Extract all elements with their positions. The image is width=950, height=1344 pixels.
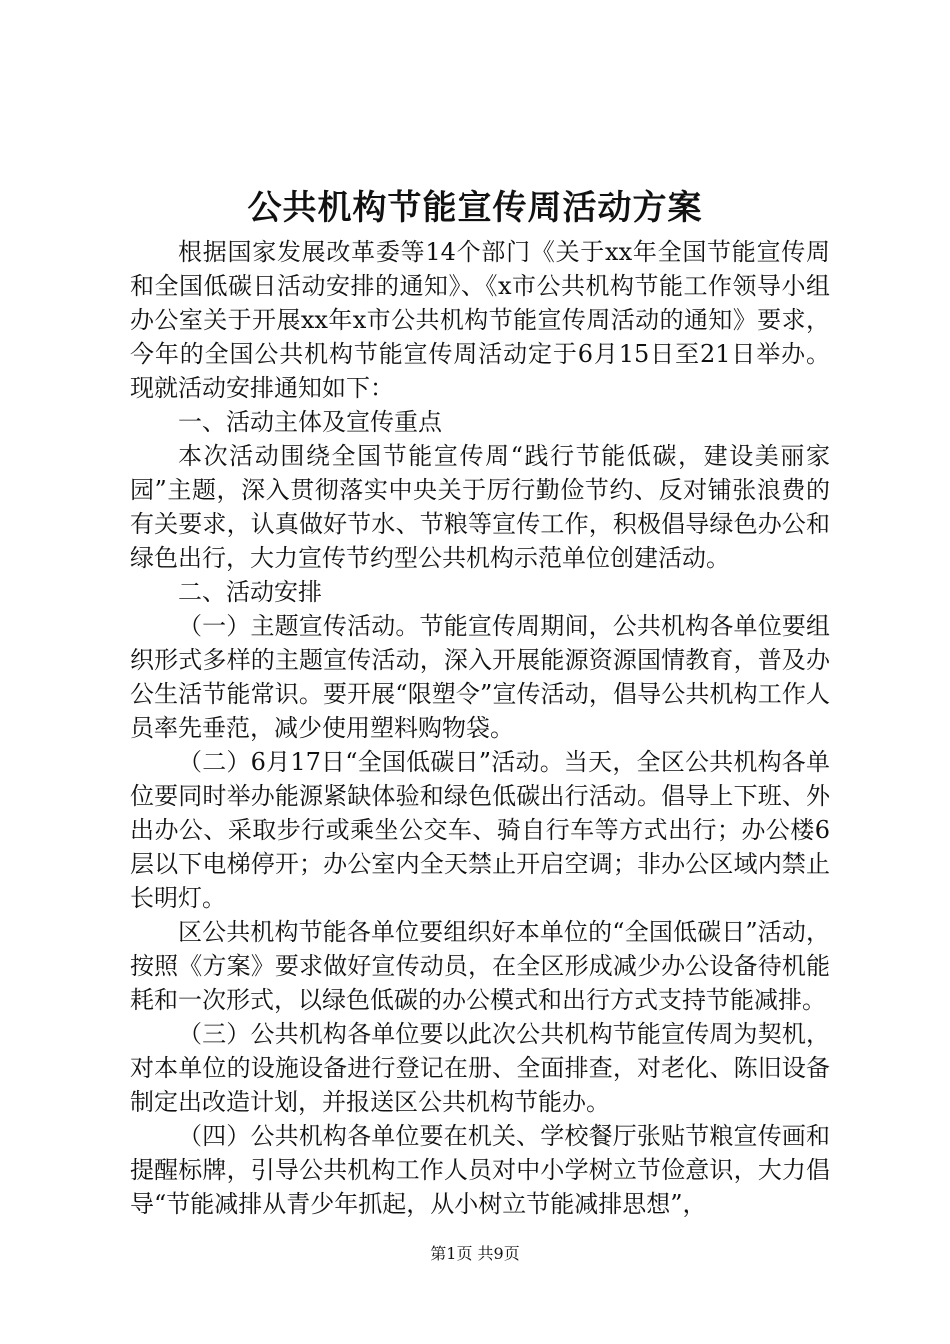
item-2-followup-paragraph: 区公共机构节能各单位要组织好本单位的“全国低碳日”活动，按照《方案》要求做好宣传动员，在全区形成减少办公设备待机能耗和一次形式，以绿色低碳的办公模式和出行方式支持节能减排。 xyxy=(130,918,830,1014)
document-title: 公共机构节能宣传周活动方案 xyxy=(247,188,703,228)
page-footer: 第1页 共9页 xyxy=(430,1244,520,1263)
section-heading-2: 二、活动安排 xyxy=(178,578,322,606)
item-4-paragraph: （四）公共机构各单位要在机关、学校餐厅张贴节粮宣传画和提醒标牌，引导公共机构工作人员对中小学树立节俭意识，大力倡导“节能减排从青少年抓起，从小树立节能减排思想”， xyxy=(130,1122,830,1218)
item-3-paragraph: （三）公共机构各单位要以此次公共机构节能宣传周为契机，对本单位的设施设备进行登记在册、全面排查，对老化、陈旧设备制定出改造计划，并报送区公共机构节能办。 xyxy=(130,1020,830,1116)
section-1-paragraph: 本次活动围绕全国节能宣传周“践行节能低碳，建设美丽家园”主题，深入贯彻落实中央关于厉行勤俭节约、反对铺张浪费的有关要求，认真做好节水、节粮等宣传工作，积极倡导绿色办公和绿色出行，大力宣传节约型公共机构示范单位创建活动。 xyxy=(130,442,830,572)
section-heading-1: 一、活动主体及宣传重点 xyxy=(178,408,442,436)
item-2-paragraph: （二）6月17日“全国低碳日”活动。当天，全区公共机构各单位要同时举办能源紧缺体验和绿色低碳出行活动。倡导上下班、外出办公、采取步行或乘坐公交车、骑自行车等方式出行；办公楼6层以下电梯停开；办公室内全天禁止开启空调；非办公区域内禁止长明灯。 xyxy=(130,748,830,912)
intro-paragraph: 根据国家发展改革委等14个部门《关于xx年全国节能宣传周和全国低碳日活动安排的通知》、《x市公共机构节能工作领导小组办公室关于开展xx年x市公共机构节能宣传周活动的通知》要求，今年的全国公共机构节能宣传周活动定于6月15日至21日举办。现就活动安排通知如下： xyxy=(130,238,830,402)
item-1-paragraph: （一）主题宣传活动。节能宣传周期间，公共机构各单位要组织形式多样的主题宣传活动，深入开展能源资源国情教育，普及办公生活节能常识。要开展“限塑令”宣传活动，倡导公共机构工作人员率先垂范，减少使用塑料购物袋。 xyxy=(130,612,830,742)
document-body xyxy=(130,235,830,1221)
